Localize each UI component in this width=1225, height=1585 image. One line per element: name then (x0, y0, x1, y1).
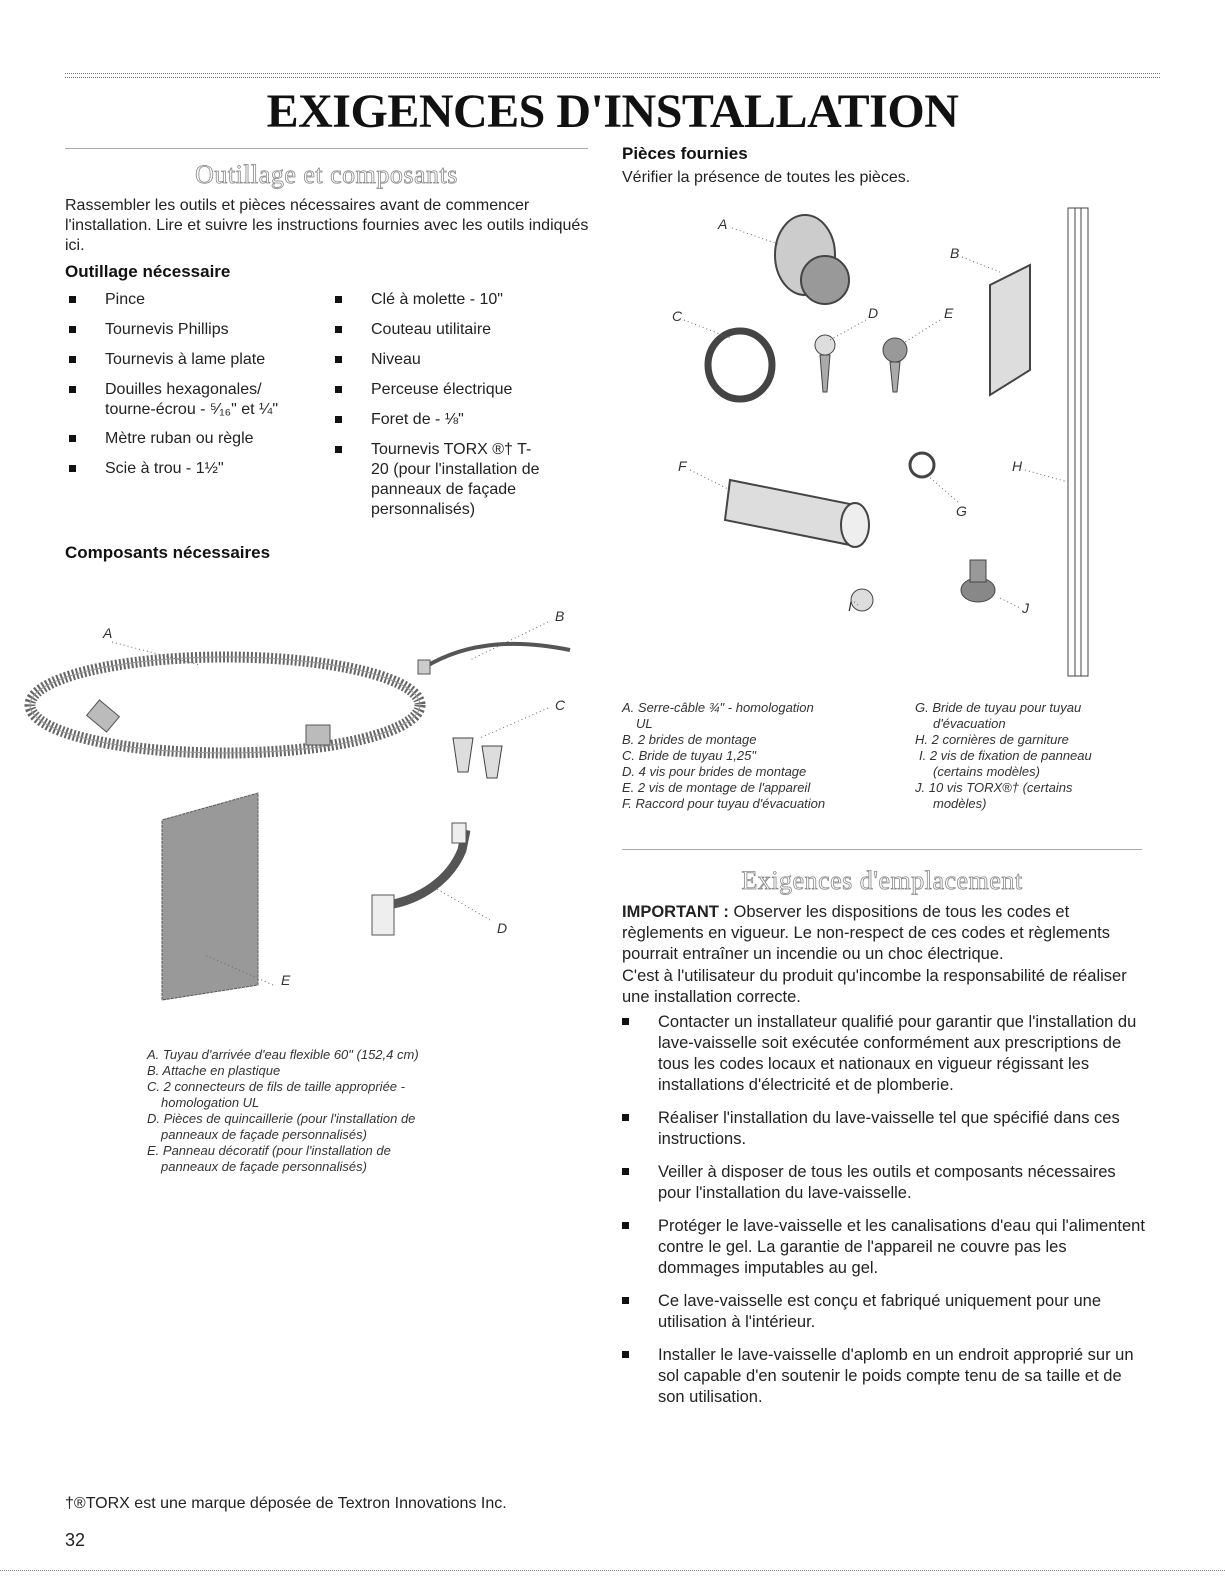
diagram-label-c: C (555, 697, 566, 713)
section-title-location: Exigences d'emplacement (741, 866, 1023, 895)
components-captions (147, 1047, 419, 1175)
caption-line: J. 10 vis TORX®† (certains (915, 780, 1073, 795)
location-requirements-list (618, 1012, 1148, 1408)
caption-line: B. Attache en plastique (147, 1063, 281, 1078)
list-item: Clé à molette - 10" (331, 290, 591, 310)
caption-line: (certains modèles) (933, 764, 1040, 779)
list-item: Scie à trou - 1½" (65, 459, 325, 479)
section-rule-right (622, 849, 1142, 850)
list-item: Protéger le lave-vaisselle et les canalisations d'eau qui l'alimentent contre le gel. La garantie de l'appareil ne couvre pas les dommages imputables au gel. (618, 1216, 1148, 1279)
list-item: Niveau (331, 350, 591, 370)
caption-line: panneaux de façade personnalisés) (161, 1159, 367, 1174)
diagram-label-e: E (281, 972, 291, 988)
list-item: Tournevis Phillips (65, 320, 325, 340)
caption-line: homologation UL (161, 1095, 260, 1110)
part-label-a: A (718, 216, 728, 232)
parts-captions-col1 (622, 700, 825, 812)
important-paragraph (622, 902, 1147, 965)
list-item: Contacter un installateur qualifié pour garantir que l'installation du lave-vaisselle soit exécutée conformément aux prescriptions de tous les codes locaux et nationaux en vigueur régissant les installations d'électricité et de plomberie. (618, 1012, 1148, 1096)
tools-heading: Outillage nécessaire (65, 262, 231, 281)
part-label-h: H (1012, 458, 1023, 474)
responsibility-paragraph: C'est à l'utilisateur du produit qu'incombe la responsabilité de réaliser une installation correcte. (622, 967, 1127, 1006)
part-label-f: F (678, 458, 687, 474)
caption-line: B. 2 brides de montage (622, 732, 757, 747)
part-label-c: C (672, 308, 683, 324)
diagram-label-a: A (103, 625, 113, 641)
caption-line: E. 2 vis de montage de l'appareil (622, 780, 811, 795)
caption-line: D. 4 vis pour brides de montage (622, 764, 807, 779)
caption-line: D. Pièces de quincaillerie (pour l'installation de (147, 1111, 416, 1126)
list-item: Réaliser l'installation du lave-vaisselle tel que spécifié dans ces instructions. (618, 1108, 1148, 1150)
list-item: Perceuse électrique (331, 380, 591, 400)
list-item: Installer le lave-vaisselle d'aplomb en un endroit approprié sur un sol capable d'en soutenir le poids compte tenu de sa taille et de son utilisation. (618, 1345, 1148, 1408)
caption-line: I. 2 vis de fixation de panneau (919, 748, 1092, 763)
list-item: Foret de - ⅛" (331, 410, 591, 430)
list-item: Douilles hexagonales/ tourne-écrou - ⁵⁄₁₆" et ¼" (65, 380, 305, 420)
caption-line: UL (636, 716, 653, 731)
page-number: 32 (65, 1530, 86, 1550)
parts-captions-col2 (915, 700, 1092, 812)
list-item: Tournevis à lame plate (65, 350, 325, 370)
caption-line: A. Serre-câble ¾" - homologation (622, 700, 814, 715)
diagram-label-b: B (555, 608, 565, 624)
bottom-dotted-rule (0, 1570, 1225, 1571)
parts-illustration (0, 0, 1225, 690)
page-title: EXIGENCES D'INSTALLATION (266, 85, 959, 138)
list-item: Mètre ruban ou règle (65, 429, 325, 449)
tools-intro: Rassembler les outils et pièces nécessaires avant de commencer l'installation. Lire et suivre les instructions fournies avec les outils indiqués ici. (65, 197, 589, 254)
section-title-tools: Outillage et composants (195, 160, 458, 189)
caption-line: C. 2 connecteurs de fils de taille appropriée - (147, 1079, 405, 1094)
part-label-i: I (848, 598, 852, 614)
caption-line: G. Bride de tuyau pour tuyau (915, 700, 1082, 715)
part-label-b: B (950, 245, 960, 261)
caption-line: modèles) (933, 796, 987, 811)
caption-line: d'évacuation (933, 716, 1006, 731)
important-label: IMPORTANT : (622, 903, 729, 921)
caption-line: panneaux de façade personnalisés) (161, 1127, 367, 1142)
parts-heading: Pièces fournies (622, 144, 748, 163)
components-heading: Composants nécessaires (65, 543, 271, 562)
important-text: Observer les dispositions de tous les codes et règlements en vigueur. Le non-respect de ces codes et règlements pourrait entraîner un incendie ou un choc électrique. (622, 903, 1110, 963)
caption-line: H. 2 cornières de garniture (915, 732, 1069, 747)
caption-line: C. Bride de tuyau 1,25" (622, 748, 756, 763)
trademark-footnote: †®TORX est une marque déposée de Textron Innovations Inc. (65, 1495, 507, 1512)
caption-line: A. Tuyau d'arrivée d'eau flexible 60" (152,4 cm) (147, 1047, 419, 1062)
list-item: Veiller à disposer de tous les outils et composants nécessaires pour l'installation du lave-vaisselle. (618, 1162, 1148, 1204)
part-label-e: E (944, 305, 954, 321)
parts-intro: Vérifier la présence de toutes les pièces. (622, 169, 911, 186)
diagram-label-d: D (497, 920, 508, 936)
list-item: Couteau utilitaire (331, 320, 591, 340)
list-item: Tournevis TORX ®† T-20 (pour l'installation de panneaux de façade personnalisés) (331, 440, 546, 520)
part-label-d: D (868, 305, 879, 321)
list-item: Ce lave-vaisselle est conçu et fabriqué uniquement pour une utilisation à l'intérieur. (618, 1291, 1148, 1333)
part-label-j: J (1022, 600, 1029, 616)
caption-line: E. Panneau décoratif (pour l'installation de (147, 1143, 391, 1158)
list-item: Pince (65, 290, 325, 310)
part-label-g: G (956, 503, 967, 519)
caption-line: F. Raccord pour tuyau d'évacuation (622, 796, 826, 811)
